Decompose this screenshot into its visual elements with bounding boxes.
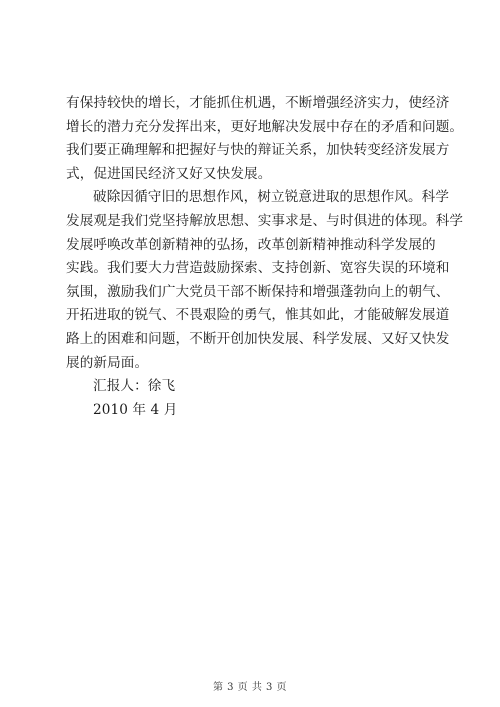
paragraph-line: 路上的困难和问题，不断开创加快发展、科学发展、又好又快发 [66,330,450,347]
reporter-signature: 汇报人：徐飞 [93,378,176,395]
paragraph-line: 有保持较快的增长，才能抓住机遇，不断增强经济实力，使经济 [66,95,450,111]
paragraph-line: 增长的潜力充分发挥出来，更好地解决发展中存在的矛盾和问题。 [66,118,464,135]
paragraph-line: 破除因循守旧的思想作风，树立锐意进取的思想作风。科学 [93,189,450,206]
paragraph-line: 发展观是我们党坚持解放思想、实事求是、与时俱进的体现。科学 [66,212,464,229]
paragraph-line: 式，促进国民经济又好又快发展。 [66,165,272,182]
document-body [66,92,464,422]
paragraph-line: 实践。我们要大力营造鼓励探索、支持创新、宽容失误的环境和 [66,260,450,277]
paragraph-line: 我们要正确理解和把握好与快的辩证关系，加快转变经济发展方 [66,142,450,159]
paragraph-line: 展的新局面。 [66,354,149,371]
paragraph-line: 发展呼唤改革创新精神的弘扬，改革创新精神推动科学发展的 [66,236,436,253]
report-date: 2010 年 4 月 [93,401,178,418]
paragraph-line: 氛围，激励我们广大党员干部不断保持和增强蓬勃向上的朝气、 [66,283,450,300]
page-number-footer: 第 3 页 共 3 页 [212,682,288,693]
paragraph-line: 开拓进取的锐气、不畏艰险的勇气，惟其如此，才能破解发展道 [66,307,450,324]
